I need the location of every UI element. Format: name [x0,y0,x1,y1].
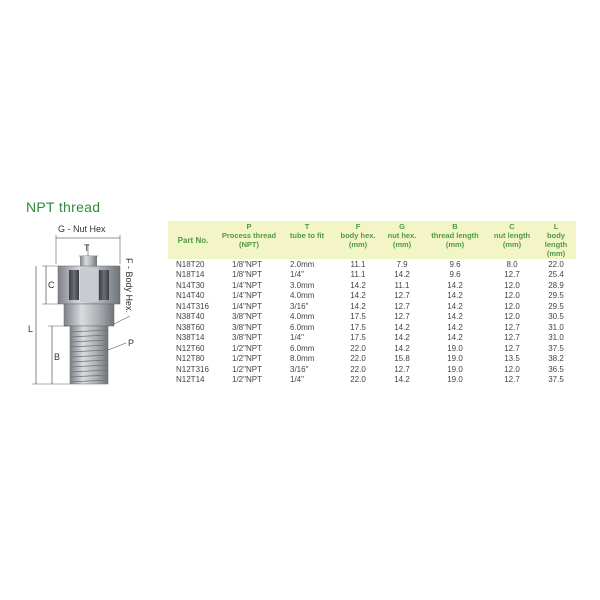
label-body-hex: F - Body Hex. [124,258,134,314]
spec-table [168,221,576,385]
table-cell: N12T60 [176,343,205,353]
table-cell: 1/4"NPT [232,301,262,311]
table-row [168,312,576,323]
table-cell: 1/4" [290,270,304,280]
table-cell: N12T80 [176,354,205,364]
table-cell: 14.2 [447,280,463,290]
table-cell: 14.2 [447,312,463,322]
header-part-no: Part No. [177,235,209,245]
table-cell: 9.6 [449,259,461,269]
table-cell: N18T14 [176,270,205,280]
table-cell: 15.8 [394,354,410,364]
header-tube-to-fit: T tube to fit [289,222,325,240]
table-cell: 1/2"NPT [232,375,262,385]
label-c: C [48,280,55,290]
table-cell: 4.0mm [290,312,315,322]
table-cell: 3/8"NPT [232,322,262,332]
table-cell: 1/4"NPT [232,291,262,301]
table-cell: 12.7 [504,322,520,332]
table-cell: 12.7 [504,333,520,343]
table-cell: 30.5 [548,312,564,322]
table-cell: N38T14 [176,333,205,343]
table-cell: 4.0mm [290,291,315,301]
table-cell: 31.0 [548,333,564,343]
table-cell: 31.0 [548,322,564,332]
table-cell: 12.0 [504,312,520,322]
header-nut-hex: G nut hex. (mm) [387,222,417,249]
table-cell: N12T316 [176,364,209,374]
table-cell: 19.0 [447,375,463,385]
table-cell: 14.2 [447,322,463,332]
table-cell: 14.2 [394,270,410,280]
table-cell: N18T20 [176,259,205,269]
table-cell: 1/8"NPT [232,259,262,269]
table-cell: 11.1 [350,270,366,280]
table-cell: 14.2 [447,291,463,301]
table-cell: 22.0 [350,343,366,353]
table-cell: 13.5 [504,354,520,364]
table-cell: 1/4"NPT [232,280,262,290]
table-cell: N38T60 [176,322,205,332]
table-row [168,322,576,333]
table-cell: 14.2 [394,343,410,353]
table-cell: 12.0 [504,364,520,374]
table-cell: 19.0 [447,343,463,353]
table-cell: 37.5 [548,343,564,353]
table-cell: 38.2 [548,354,564,364]
table-row [168,280,576,291]
table-cell: N38T40 [176,312,205,322]
table-cell: 12.7 [394,312,410,322]
table-cell: 14.2 [394,333,410,343]
table-cell: 12.7 [504,343,520,353]
table-cell: 19.0 [447,364,463,374]
label-t: T [84,243,90,253]
table-cell: 8.0mm [290,354,315,364]
table-cell: 12.7 [394,291,410,301]
table-row [168,354,576,365]
table-cell: 1/4" [290,375,304,385]
table-cell: 6.0mm [290,322,315,332]
fitting-diagram [22,218,162,393]
table-cell: 22.0 [548,259,564,269]
table-cell: 1/8"NPT [232,270,262,280]
table-cell: 11.1 [394,280,410,290]
page-title: NPT thread [26,199,101,215]
label-l: L [28,324,34,334]
label-nut-hex: G - Nut Hex [58,224,106,234]
table-cell: 12.0 [504,291,520,301]
table-cell: 1/2"NPT [232,364,262,374]
body-hex [64,304,114,326]
table-cell: 36.5 [548,364,564,374]
label-b: B [54,352,61,362]
table-cell: N14T40 [176,291,205,301]
table-row [168,291,576,302]
table-cell: 14.2 [447,301,463,311]
table-cell: 12.7 [504,375,520,385]
table-cell: 12.7 [504,270,520,280]
table-cell: 14.2 [350,301,366,311]
table-cell: 12.0 [504,301,520,311]
table-cell: 14.2 [394,322,410,332]
header-process-thread: P Process thread (NPT) [221,222,277,249]
table-cell: 17.5 [350,322,366,332]
table-cell: 12.0 [504,280,520,290]
table-cell: 3/16" [290,301,309,311]
table-cell: 17.5 [350,333,366,343]
table-cell: 3.0mm [290,280,315,290]
table-cell: 29.5 [548,291,564,301]
table-cell: 14.2 [350,291,366,301]
table-cell: 3/8"NPT [232,312,262,322]
label-p: P [128,338,135,348]
header-body-length: L body length (mm) [544,222,568,258]
header-nut-length: C nut length (mm) [493,222,531,249]
table-row [168,301,576,312]
table-cell: 1/4" [290,333,304,343]
table-cell: 25.4 [548,270,564,280]
table-cell: 28.9 [548,280,564,290]
table-cell: 22.0 [350,375,366,385]
table-cell: 12.7 [394,364,410,374]
table-header-row [168,221,576,259]
table-cell: 9.6 [449,270,461,280]
table-cell: 1/2"NPT [232,354,262,364]
table-row [168,259,576,270]
table-cell: 19.0 [447,354,463,364]
table-cell: 7.9 [396,259,408,269]
header-thread-length: B thread length (mm) [431,222,479,249]
header-body-hex: F body hex. (mm) [340,222,376,249]
table-cell: 14.2 [350,280,366,290]
table-cell: 1/2"NPT [232,343,262,353]
table-cell: 22.0 [350,364,366,374]
table-row [168,364,576,375]
table-cell: 8.0 [506,259,518,269]
table-cell: N14T316 [176,301,209,311]
table-cell: 14.2 [394,375,410,385]
table-cell: 3/16" [290,364,309,374]
table-row [168,333,576,344]
table-cell: 11.1 [350,259,366,269]
table-cell: N14T30 [176,280,205,290]
table-cell: 2.0mm [290,259,315,269]
table-row [168,375,576,386]
table-cell: N12T14 [176,375,205,385]
table-cell: 14.2 [447,333,463,343]
table-cell: 6.0mm [290,343,315,353]
table-cell: 17.5 [350,312,366,322]
table-row [168,270,576,281]
table-cell: 22.0 [350,354,366,364]
table-cell: 3/8"NPT [232,333,262,343]
table-body [168,259,576,385]
table-row [168,343,576,354]
table-cell: 12.7 [394,301,410,311]
table-cell: 29.5 [548,301,564,311]
table-cell: 37.5 [548,375,564,385]
